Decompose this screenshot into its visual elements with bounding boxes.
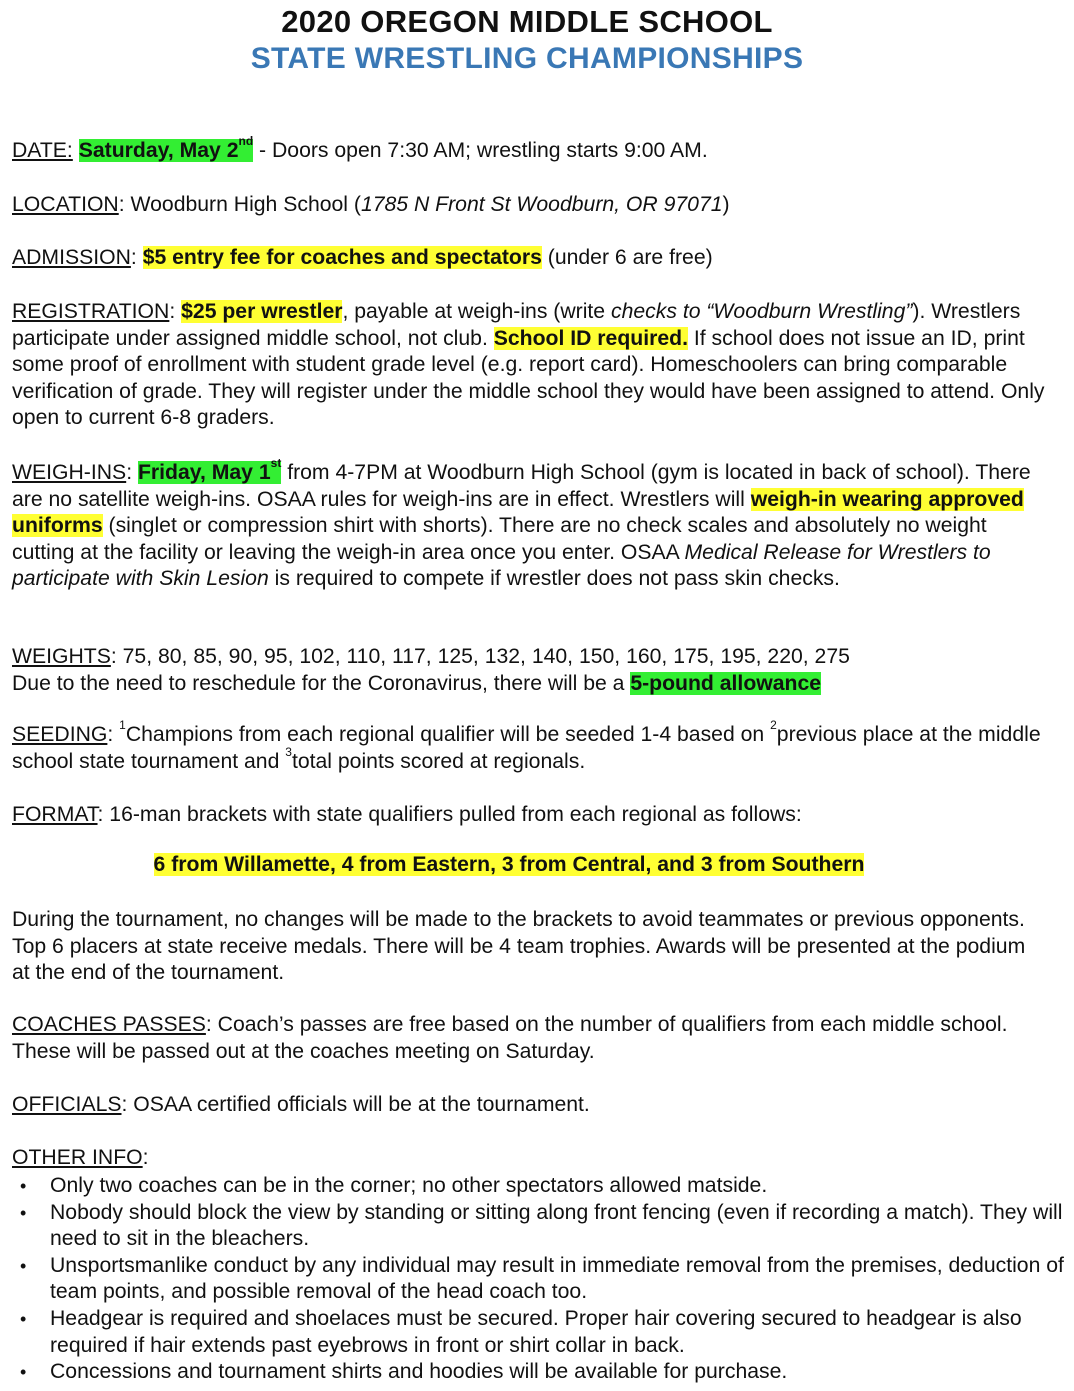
seeding-label: SEEDING [12,723,108,746]
registration-colon: : [169,300,182,323]
date-text: - Doors open 7:30 AM; wrestling starts 9:00 AM. [253,139,708,162]
seeding-section [12,718,1047,775]
format-paragraph: During the tournament, no changes will be made to the brackets to avoid teammates or previous opponents. Top 6 placers at state receive medals. There will be 4 team trophies. Awards will be presented at the podium at the end of the tournament. [12,908,1026,985]
registration-label: REGISTRATION [12,300,170,323]
date-highlight [78,134,254,162]
weights-list: : 75, 80, 85, 90, 95, 102, 110, 117, 125, 132, 140, 150, 160, 175, 195, 220, 275 [110,645,850,668]
list-item [20,1359,1074,1386]
date-label: DATE: [12,139,73,162]
location-label: LOCATION [12,193,119,216]
seeding-text-2: previous place at the middle school state tournament and [12,723,1041,773]
seeding-sup-2: 2 [770,718,777,732]
seeding-text-1: Champions from each regional qualifier will be seeded 1-4 based on [125,723,771,746]
weighins-text-3: is required to compete if wrestler does not pass skin checks. [268,567,840,591]
weights-text: Due to the need to reschedule for the Coronavirus, there will be a [12,671,631,695]
bullet-icon: • [20,1202,27,1223]
date-value: Saturday, May 2 [78,139,239,162]
format-text: : 16-man brackets with state qualifiers pulled from each regional as follows: [97,803,802,826]
registration-section [12,299,1047,432]
weighins-sup: st [270,456,282,470]
list-item-text: Concessions and tournament shirts and hoodies will be available for purchase. [50,1360,788,1384]
list-item [20,1306,1074,1359]
registration-id-required: School ID required. [493,326,688,350]
other-info-colon: : [142,1146,149,1169]
seeding-sup-3: 3 [285,744,292,759]
format-regional-highlight: 6 from Willamette, 4 from Eastern, 3 from Central, and 3 from Southern [153,853,865,876]
officials-section [12,1092,1047,1119]
admission-section [12,245,1047,272]
weighins-label: WEIGH-INS [12,461,127,484]
date-sup: nd [238,134,254,148]
seeding-text-3: total points scored at regionals. [291,749,586,773]
location-text-after: ) [722,193,730,216]
admission-label: ADMISSION [12,246,131,269]
admission-highlight: $5 entry fee for coaches and spectators [142,246,542,269]
weighins-section [12,456,1047,593]
weighins-uniform-highlight: weigh-in wearing approved uniforms [12,487,1024,538]
bullet-icon: • [20,1308,27,1329]
coaches-section [12,1012,1047,1065]
location-address: 1785 N Front St Woodburn, OR 97071 [360,193,723,216]
list-item-text: Unsportsmanlike conduct by any individual may result in immediate removal from the premises, deduction of team points, and possible removal of the head coach too. [50,1253,1064,1304]
weighins-text-2: (singlet or compression shirt with shorts). There are no check scales and absolutely no weight cutting at the facility or leaving the weigh-in area once you enter. OSAA [12,514,987,564]
admission-text: (under 6 are free) [541,246,713,269]
other-info-label: OTHER INFO [12,1146,143,1169]
list-item-text: Only two coaches can be in the corner; no other spectators allowed matside. [50,1174,768,1197]
other-info-heading [12,1145,1047,1172]
coaches-text: : Coach’s passes are free based on the number of qualifiers from each middle school. These will be passed out at the coaches meeting on Saturday. [12,1013,1008,1063]
title-line-2: STATE WRESTLING CHAMPIONSHIPS [250,42,804,75]
list-item [20,1173,1074,1200]
format-section [12,802,1047,829]
list-item-text: Headgear is required and shoelaces must be secured. Proper hair covering secured to headgear is also required if hair extends past eyebrows in front or shirt collar in back. [50,1306,1022,1357]
weights-label: WEIGHTS [12,645,111,668]
weighins-medical-release: Medical Release for Wrestlers to participate with Skin Lesion [12,540,991,591]
list-item [20,1253,1074,1306]
coaches-label: COACHES PASSES [12,1013,206,1036]
officials-label: OFFICIALS [12,1093,122,1116]
registration-fee: $25 per wrestler [181,300,343,323]
format-label: FORMAT [12,803,98,826]
weights-section [12,644,1047,697]
registration-checks: checks to “Woodburn Wrestling” [610,300,913,323]
weighins-text-1: from 4-7PM at Woodburn High School (gym is located in back of school). There are no satellite weigh-ins. OSAA rules for weigh-ins are in effect. Wrestlers will [12,461,1031,511]
admission-colon: : [130,246,143,269]
location-text-before: : Woodburn High School ( [118,193,361,216]
officials-text: : OSAA certified officials will be at the tournament. [121,1093,590,1116]
weights-allowance: 5-pound allowance [630,671,822,695]
registration-text-3: If school does not issue an ID, print some proof of enrollment with student grade level (e.g. report card). Homeschoolers can bring comparable verification of grade. They will register under the middle school they would have been assigned to attend. Only open to current 6-8 graders. [12,326,1045,430]
list-item [20,1200,1074,1253]
bullet-icon: • [20,1176,27,1196]
other-info-list [12,1173,1074,1386]
bullet-icon: • [20,1255,27,1276]
format-regional-allocation [0,852,1018,879]
registration-text-1: , payable at weigh-ins (write [342,300,611,323]
weighins-date: Friday, May 1 [137,461,271,484]
weighins-colon: : [126,461,138,484]
weighins-date-highlight [137,456,282,484]
seeding-colon: : [107,723,120,746]
list-item-text: Nobody should block the view by standing or sitting along front fencing (even if recording a match). They will need to sit in the bleachers. [50,1200,1063,1251]
date-section [12,134,1047,165]
bullet-icon: • [20,1362,27,1383]
seeding-sup-1: 1 [119,718,126,732]
title-line-1: 2020 OREGON MIDDLE SCHOOL [281,4,773,39]
location-section [12,192,1047,219]
registration-text-2: ). Wrestlers participate under assigned middle school, not club. [12,300,1021,350]
